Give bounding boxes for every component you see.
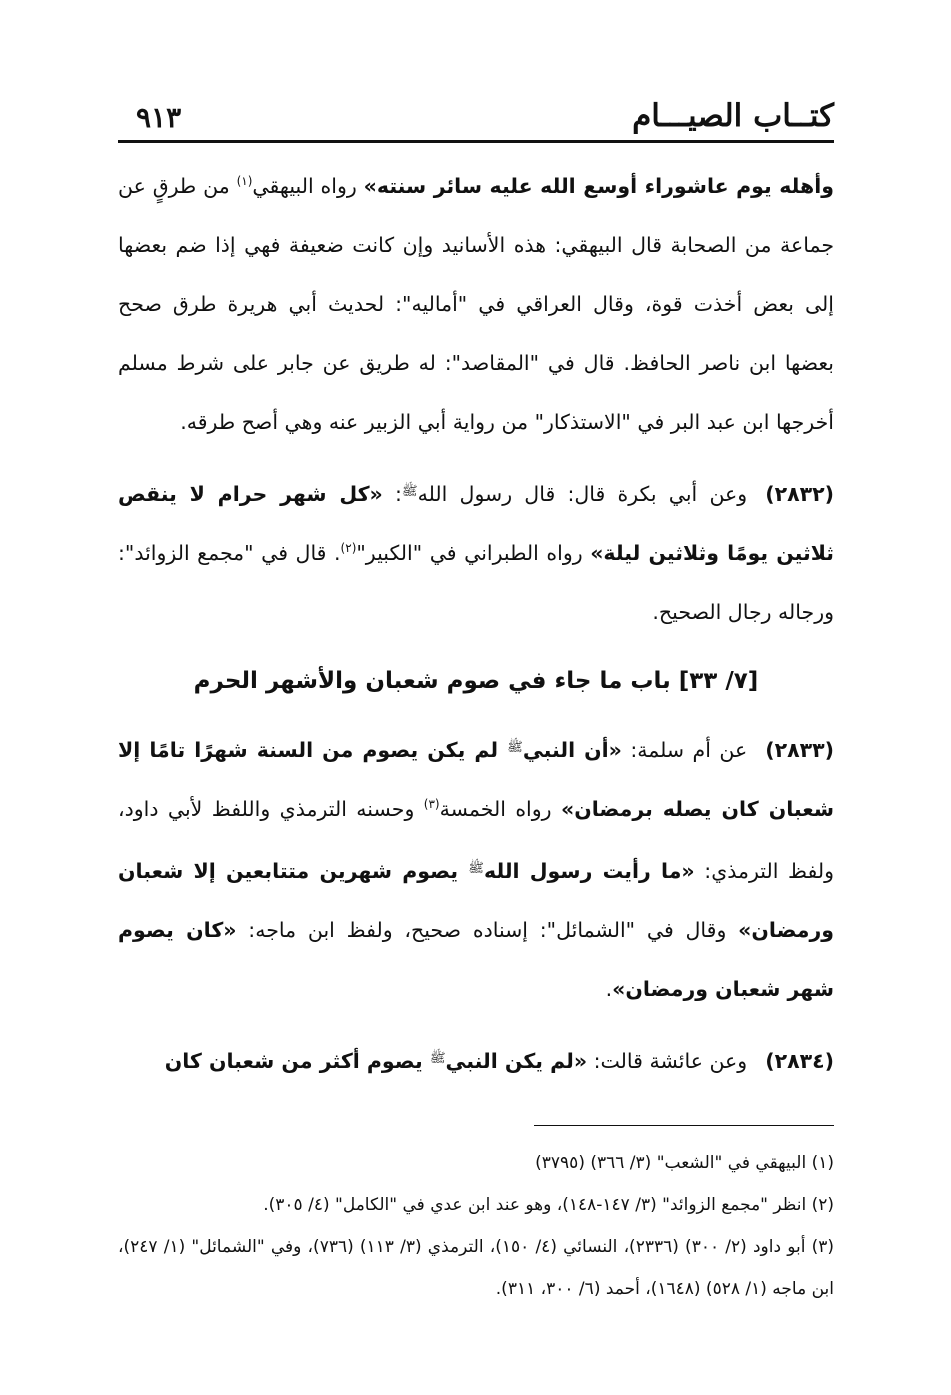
hadith-2832 (118, 462, 834, 642)
text-span: رواه البيهقي (252, 174, 364, 198)
chapter-heading: [٧/ ٣٣] باب ما جاء في صوم شعبان والأشهر الحرم (193, 668, 759, 694)
footnote: (١) البيهقي في "الشعب" (٣/ ٣٦٦) (٣٧٩٥) (535, 1153, 834, 1173)
hadith-text: «أن النبي (522, 738, 622, 762)
text-span: : (382, 482, 402, 506)
hadith-text: «ما رأيت رسول الله (484, 859, 695, 883)
book-page (118, 90, 834, 1310)
pbuh-icon: ﷺ (429, 1051, 446, 1066)
paragraph-continued (118, 157, 834, 452)
hadith-text: يصوم شهرين متتابعين إلا شعبان ورمضان» (118, 859, 834, 942)
text-span: . (605, 977, 613, 1001)
hadith-text: يصوم أكثر من شعبان كان (164, 1049, 430, 1073)
page-header (118, 90, 834, 134)
running-title: كتــاب الصيـــام (632, 98, 834, 134)
footnote: (٢) انظر "مجمع الزوائد" (٣/ ١٤٧-١٤٨)، وهو عند ابن عدي في "الكامل" (٤/ ٣٠٥). (263, 1195, 834, 1215)
hadith-number: (٢٨٣٢) (765, 482, 834, 506)
footnotes (118, 1142, 834, 1310)
hadith-text: لم يكن يصوم من السنة شهرًا تامًا إلا شعبان كان يصله برمضان» (118, 738, 834, 821)
text-span: وعن أبي بكرة قال: قال رسول الله (417, 482, 748, 506)
pbuh-icon: ﷺ (507, 740, 523, 755)
text-span: رواه الخمسة (439, 797, 561, 821)
footnote-ref: (٣) (423, 797, 440, 812)
text-span: . قال في "مجمع الزوائد": ورجاله رجال الصحيح. (118, 541, 834, 624)
text-span: رواه الطبراني في "الكبير" (356, 541, 591, 565)
footnote-separator (534, 1125, 834, 1126)
pbuh-icon: ﷺ (401, 484, 418, 499)
hadith-2833 (118, 718, 834, 1019)
hadith-number: (٢٨٣٣) (765, 738, 834, 762)
text-span: من طرقٍ عن جماعة من الصحابة قال البيهقي: هذه الأسانيد وإن كانت ضعيفة فهي إذا ضم بعضها إلى بعض أخذت قوة، وقال العراقي في "أماليه": لحديث أبي هريرة طرق صحح بعضها ابن ناصر الحافظ. قال في "المقاصد": له طريق عن جابر على شرط مسلم أخرجها ابن عبد البر في "الاستذكار" من رواية أبي الزبير عنه وهي أصح طرقه. (118, 174, 834, 434)
hadith-text: «كل شهر حرام لا ينقص ثلاثين يومًا وثلاثين ليلة» (118, 482, 834, 565)
header-rule (118, 140, 834, 143)
footnote: (٣) أبو داود (٢/ ٣٠٠) (٢٣٣٦)، النسائي (٤/ ١٥٠)، الترمذي (٣/ ١١٣) (٧٣٦)، وفي "الشمائل" (١/ ٢٤٧)، ابن ماجه (١/ ٥٢٨) (١٦٤٨)، أحمد (٦/ ٣٠٠، ٣١١). (118, 1237, 835, 1299)
pbuh-icon: ﷺ (468, 861, 485, 876)
text-span: عن أم سلمة: (621, 738, 748, 762)
text-span: وقال في "الشمائل": إسناده صحيح، ولفظ ابن ماجه: (236, 918, 739, 942)
page-number: ٩١٣ (136, 101, 182, 134)
main-text (118, 157, 834, 1091)
text-span: وحسنه الترمذي واللفظ لأبي داود، ولفظ الترمذي: (118, 797, 835, 883)
hadith-text: وأهله يوم عاشوراء أوسع الله عليه سائر سنته» (363, 174, 834, 198)
hadith-2834 (118, 1029, 834, 1091)
hadith-text: «كان يصوم شهر شعبان ورمضان» (118, 918, 834, 1001)
hadith-text: «لم يكن النبي (445, 1049, 588, 1073)
text-span: وعن عائشة قالت: (587, 1049, 748, 1073)
hadith-number: (٢٨٣٤) (765, 1049, 834, 1073)
footnote-ref: (١) (236, 174, 253, 189)
footnote-ref: (٢) (340, 541, 357, 556)
